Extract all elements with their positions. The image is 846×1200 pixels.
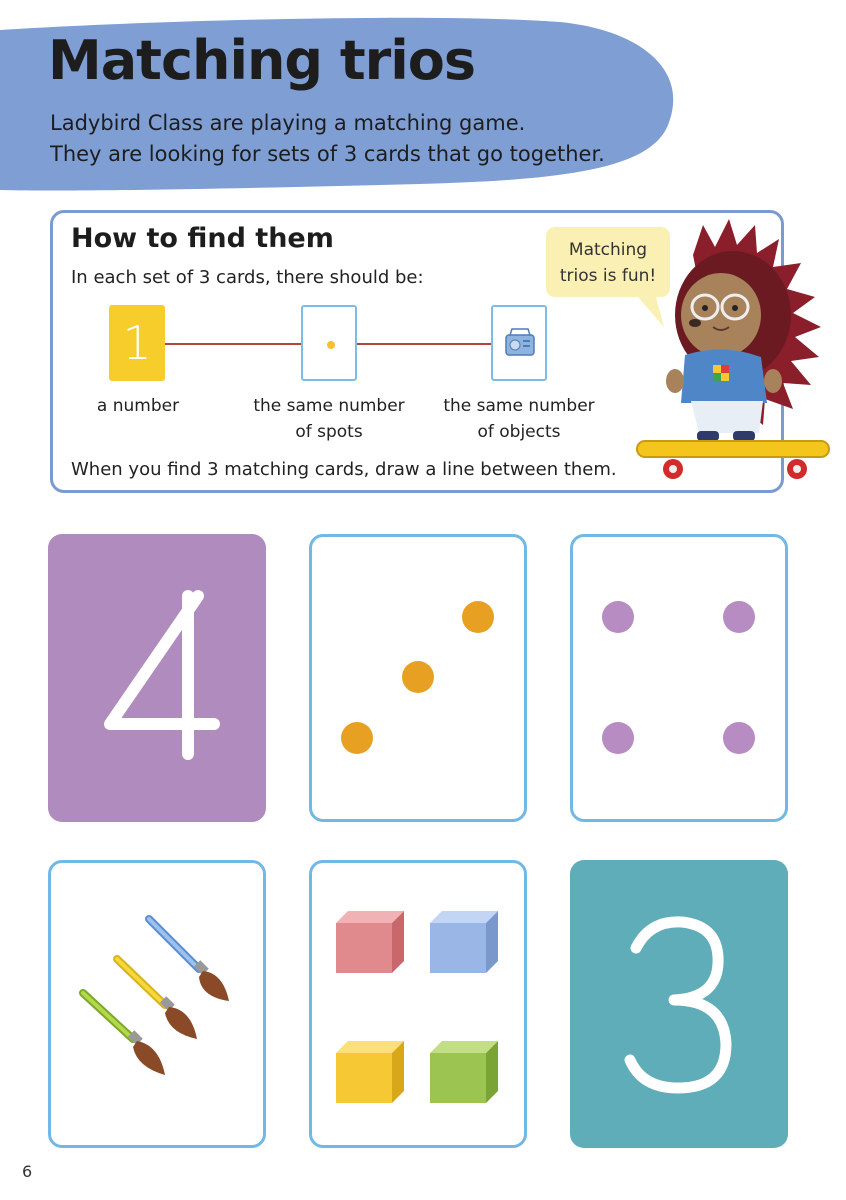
example-label-number bbox=[63, 393, 213, 419]
spots-group bbox=[573, 537, 785, 819]
example-objects-card bbox=[491, 305, 547, 381]
example-label-objects bbox=[439, 393, 599, 445]
instructions-box bbox=[50, 210, 784, 493]
cube-icon bbox=[430, 1041, 498, 1103]
intro-line: Ladybird Class are playing a matching game. bbox=[50, 111, 526, 135]
spots-card-4[interactable] bbox=[570, 534, 788, 822]
cubes-group bbox=[312, 863, 524, 1145]
intro-line: They are looking for sets of 3 cards that go together. bbox=[50, 142, 605, 166]
example-label-line: of spots bbox=[295, 422, 363, 442]
spots-card-3[interactable] bbox=[309, 534, 527, 822]
page-title: Matching trios bbox=[48, 29, 476, 92]
paintbrush-icon bbox=[83, 993, 165, 1075]
instructions-heading: How to find them bbox=[71, 223, 334, 254]
number-card-4[interactable] bbox=[48, 534, 266, 822]
example-spots-card bbox=[301, 305, 357, 381]
spot-icon bbox=[402, 661, 434, 693]
paintbrush-icon bbox=[149, 919, 229, 1001]
paintbrushes-group bbox=[51, 863, 263, 1145]
cube-icon bbox=[430, 911, 498, 973]
instructions-footer: When you find 3 matching cards, draw a line between them. bbox=[71, 459, 617, 480]
numeral-3-icon bbox=[570, 860, 788, 1148]
spot-icon bbox=[723, 601, 755, 633]
cube-icon bbox=[336, 911, 404, 973]
spot-icon bbox=[602, 722, 634, 754]
spot-icon bbox=[602, 601, 634, 633]
page-number: 6 bbox=[22, 1162, 33, 1181]
cube-icon bbox=[336, 1041, 404, 1103]
paintbrush-icon bbox=[117, 959, 197, 1039]
objects-card-cubes[interactable] bbox=[309, 860, 527, 1148]
example-number-card: 1 bbox=[109, 305, 165, 381]
example-label-line: the same number bbox=[253, 396, 405, 416]
instructions-subheading: In each set of 3 cards, there should be: bbox=[71, 267, 424, 288]
radio-icon bbox=[493, 307, 545, 379]
example-label-spots bbox=[249, 393, 409, 445]
spots-group bbox=[312, 537, 524, 819]
example-label-line: of objects bbox=[477, 422, 561, 442]
example-label-line: a number bbox=[96, 396, 180, 416]
hedgehog-on-skateboard-icon bbox=[633, 215, 833, 485]
objects-card-paintbrushes[interactable] bbox=[48, 860, 266, 1148]
speech-line: trios is fun! bbox=[559, 266, 657, 286]
example-label-line: the same number bbox=[443, 396, 595, 416]
numeral-4-icon bbox=[48, 534, 266, 822]
spot-icon bbox=[723, 722, 755, 754]
spot-icon bbox=[341, 722, 373, 754]
spot-icon bbox=[327, 341, 335, 349]
spot-icon bbox=[462, 601, 494, 633]
number-card-3[interactable] bbox=[570, 860, 788, 1148]
speech-line: Matching bbox=[568, 240, 648, 260]
intro-text bbox=[50, 108, 605, 170]
